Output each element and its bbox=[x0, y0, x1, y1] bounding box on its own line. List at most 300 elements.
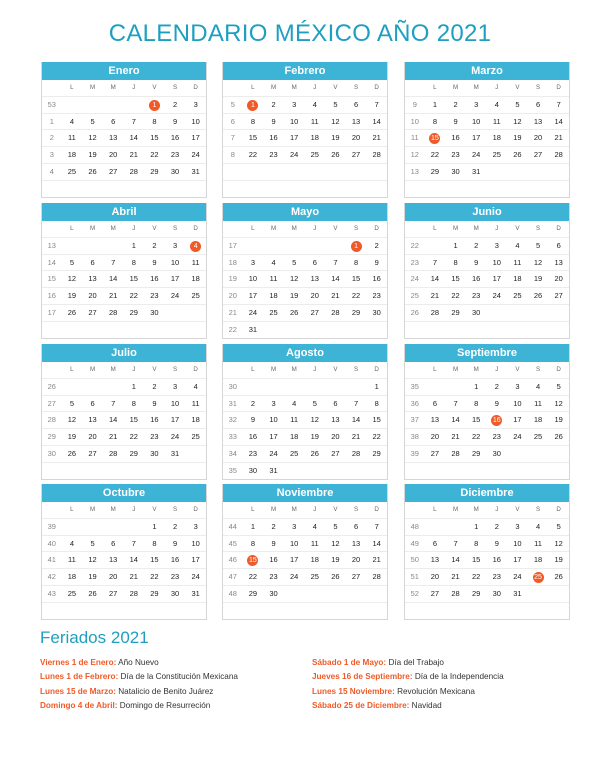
day-cell: 8 bbox=[474, 398, 479, 408]
day-cell: 5 bbox=[515, 99, 520, 109]
holiday-description: Domingo de Resurreción bbox=[117, 700, 211, 710]
week-row bbox=[42, 519, 206, 536]
week-number-header bbox=[223, 221, 243, 237]
week-number: 26 bbox=[47, 381, 56, 391]
day-cell: 7 bbox=[111, 398, 116, 408]
week-number-header bbox=[42, 80, 62, 96]
weekday-label: M bbox=[270, 225, 277, 232]
day-cell: 4 bbox=[292, 398, 297, 408]
day-cell: 14 bbox=[331, 274, 340, 284]
day-cell bbox=[144, 97, 165, 113]
week-row bbox=[42, 586, 206, 603]
day-cell bbox=[123, 519, 144, 535]
day-cell bbox=[185, 322, 206, 338]
weekday-label: L bbox=[433, 506, 437, 513]
day-cell bbox=[243, 603, 264, 619]
weekday-label: S bbox=[535, 225, 541, 232]
day-cell bbox=[548, 586, 569, 602]
day-cell: 13 bbox=[430, 415, 440, 425]
day-cell: 26 bbox=[310, 448, 319, 458]
day-cell: 21 bbox=[331, 291, 340, 301]
day-cell: 10 bbox=[471, 116, 481, 126]
week-row bbox=[405, 181, 569, 197]
day-cell: 2 bbox=[494, 381, 499, 391]
day-cell bbox=[304, 379, 325, 395]
day-cell: 22 bbox=[150, 572, 159, 582]
day-cell: 13 bbox=[331, 415, 340, 425]
holiday-description: Navidad bbox=[409, 700, 442, 710]
day-cell: 1 bbox=[250, 521, 255, 531]
day-cell: 10 bbox=[170, 257, 180, 267]
day-cell bbox=[466, 322, 487, 338]
week-number: 13 bbox=[410, 166, 419, 176]
day-cell bbox=[445, 519, 466, 535]
weekday-label: S bbox=[353, 225, 359, 232]
holiday-entry bbox=[312, 656, 504, 670]
week-row bbox=[405, 429, 569, 446]
day-cell: 29 bbox=[471, 588, 481, 598]
day-cell: 20 bbox=[351, 133, 361, 143]
week-row bbox=[223, 238, 387, 255]
day-cell: 21 bbox=[351, 432, 361, 442]
weekday-label: J bbox=[495, 225, 499, 232]
weekday-header-row bbox=[42, 502, 206, 519]
day-cell: 30 bbox=[170, 166, 180, 176]
day-cell: 14 bbox=[451, 415, 460, 425]
week-number: 18 bbox=[228, 257, 237, 267]
week-number: 5 bbox=[230, 99, 235, 109]
day-cell: 9 bbox=[271, 116, 276, 126]
week-row bbox=[42, 446, 206, 463]
day-cell: 30 bbox=[248, 465, 258, 475]
day-cell bbox=[346, 181, 367, 197]
week-row bbox=[42, 114, 206, 131]
week-row bbox=[223, 130, 387, 147]
day-cell: 13 bbox=[108, 555, 118, 565]
week-row bbox=[42, 396, 206, 413]
day-cell bbox=[486, 305, 507, 321]
week-number: 22 bbox=[228, 324, 237, 334]
day-cell bbox=[284, 603, 305, 619]
weekday-label: M bbox=[89, 84, 96, 91]
day-cell bbox=[263, 181, 284, 197]
day-cell: 5 bbox=[312, 398, 317, 408]
weekday-label: V bbox=[333, 506, 338, 513]
month-noviembre bbox=[222, 484, 388, 620]
day-cell: 22 bbox=[248, 150, 258, 160]
weekday-label: V bbox=[515, 506, 520, 513]
day-cell: 1 bbox=[131, 240, 136, 250]
week-number: 23 bbox=[410, 257, 419, 267]
day-cell: 18 bbox=[67, 572, 77, 582]
day-cell bbox=[243, 181, 264, 197]
day-cell: 22 bbox=[248, 572, 258, 582]
day-cell: 28 bbox=[451, 588, 460, 598]
week-number: 19 bbox=[228, 274, 237, 284]
week-row bbox=[223, 288, 387, 305]
day-cell bbox=[325, 603, 346, 619]
day-cell: 19 bbox=[513, 133, 522, 143]
weekday-label: S bbox=[535, 366, 541, 373]
weekday-label: D bbox=[556, 84, 561, 91]
day-cell: 29 bbox=[150, 588, 159, 598]
week-number bbox=[405, 181, 425, 197]
weekday-label: M bbox=[473, 366, 479, 373]
day-cell: 19 bbox=[554, 555, 563, 565]
day-cell: 25 bbox=[310, 572, 319, 582]
month-abril bbox=[41, 203, 207, 339]
week-row bbox=[405, 396, 569, 413]
day-cell: 8 bbox=[250, 116, 255, 126]
week-number-header bbox=[405, 362, 425, 378]
week-number: 22 bbox=[410, 240, 419, 250]
day-cell: 4 bbox=[494, 99, 499, 109]
week-number: 35 bbox=[410, 381, 419, 391]
week-row bbox=[42, 379, 206, 396]
day-cell: 26 bbox=[513, 150, 522, 160]
day-cell bbox=[466, 181, 487, 197]
week-number: 34 bbox=[228, 448, 237, 458]
week-row bbox=[405, 97, 569, 114]
day-cell bbox=[103, 238, 124, 254]
day-cell: 14 bbox=[554, 116, 563, 126]
weekday-label: L bbox=[433, 84, 437, 91]
day-cell: 21 bbox=[108, 432, 118, 442]
day-cell: 30 bbox=[150, 448, 159, 458]
weekday-label: V bbox=[333, 366, 338, 373]
day-cell: 22 bbox=[351, 291, 361, 301]
week-number: 25 bbox=[410, 291, 419, 301]
week-row bbox=[223, 412, 387, 429]
day-cell: 10 bbox=[289, 116, 299, 126]
month-name: Septiembre bbox=[405, 344, 569, 362]
day-cell: 14 bbox=[430, 274, 440, 284]
day-cell bbox=[486, 603, 507, 619]
weekday-label: J bbox=[495, 366, 499, 373]
week-number bbox=[223, 164, 243, 180]
weekday-label: S bbox=[353, 506, 359, 513]
week-number: 43 bbox=[47, 588, 56, 598]
week-row bbox=[405, 255, 569, 272]
week-row bbox=[405, 322, 569, 338]
day-cell: 31 bbox=[269, 465, 278, 475]
day-cell bbox=[284, 379, 305, 395]
day-cell: 5 bbox=[90, 116, 95, 126]
day-cell: 6 bbox=[90, 398, 95, 408]
week-row bbox=[405, 238, 569, 255]
day-cell bbox=[366, 322, 387, 338]
weekday-header-row bbox=[223, 221, 387, 238]
day-cell: 23 bbox=[170, 572, 180, 582]
day-cell: 2 bbox=[152, 381, 157, 391]
month-name: Febrero bbox=[223, 62, 387, 80]
day-cell: 9 bbox=[374, 257, 379, 267]
day-cell: 17 bbox=[248, 291, 258, 301]
weekday-label: M bbox=[89, 225, 96, 232]
day-cell bbox=[325, 164, 346, 180]
week-row bbox=[42, 130, 206, 147]
day-cell: 16 bbox=[372, 274, 381, 284]
month-agosto bbox=[222, 344, 388, 480]
day-cell: 3 bbox=[193, 521, 198, 531]
week-row bbox=[42, 536, 206, 553]
day-cell bbox=[62, 97, 83, 113]
day-cell bbox=[346, 322, 367, 338]
day-cell bbox=[425, 181, 446, 197]
week-number bbox=[42, 463, 62, 479]
week-row bbox=[223, 164, 387, 181]
day-cell: 5 bbox=[535, 240, 541, 250]
day-cell bbox=[82, 603, 103, 619]
day-cell: 9 bbox=[453, 116, 458, 126]
day-cell bbox=[346, 603, 367, 619]
day-cell bbox=[486, 164, 507, 180]
week-number-header bbox=[405, 80, 425, 96]
day-cell bbox=[528, 322, 549, 338]
day-cell: 7 bbox=[374, 99, 379, 109]
day-cell: 15 bbox=[372, 415, 381, 425]
week-number: 14 bbox=[47, 257, 56, 267]
day-cell: 27 bbox=[88, 448, 97, 458]
day-cell: 6 bbox=[90, 257, 95, 267]
holiday-entry bbox=[40, 670, 238, 684]
day-cell: 24 bbox=[289, 572, 299, 582]
week-number: 46 bbox=[228, 555, 237, 565]
holiday-marker: 15 bbox=[249, 557, 257, 565]
day-cell: 24 bbox=[513, 572, 522, 582]
day-cell: 29 bbox=[430, 166, 440, 176]
day-cell bbox=[165, 322, 186, 338]
day-cell: 9 bbox=[250, 415, 255, 425]
weekday-label: D bbox=[193, 225, 198, 232]
day-cell: 20 bbox=[108, 150, 118, 160]
week-number: 50 bbox=[410, 555, 419, 565]
day-cell: 6 bbox=[312, 257, 317, 267]
day-cell bbox=[62, 379, 83, 395]
day-cell: 13 bbox=[533, 116, 543, 126]
day-cell: 10 bbox=[492, 257, 501, 267]
day-cell bbox=[445, 463, 466, 479]
day-cell: 2 bbox=[474, 240, 479, 250]
week-row bbox=[405, 552, 569, 569]
day-cell: 31 bbox=[170, 448, 180, 458]
day-cell: 31 bbox=[471, 166, 481, 176]
day-cell: 29 bbox=[471, 448, 481, 458]
day-cell: 28 bbox=[372, 572, 381, 582]
holidays-list-left bbox=[40, 656, 238, 713]
day-cell: 6 bbox=[353, 521, 359, 531]
weekday-label: D bbox=[556, 366, 561, 373]
day-cell: 20 bbox=[430, 572, 440, 582]
month-julio bbox=[41, 344, 207, 480]
day-cell: 11 bbox=[191, 398, 200, 408]
day-cell: 12 bbox=[289, 274, 299, 284]
day-cell bbox=[528, 569, 549, 585]
week-row bbox=[223, 271, 387, 288]
day-cell: 31 bbox=[513, 588, 522, 598]
week-row bbox=[223, 603, 387, 619]
day-cell: 29 bbox=[248, 588, 258, 598]
day-cell: 3 bbox=[292, 99, 297, 109]
day-cell: 13 bbox=[108, 133, 118, 143]
day-cell bbox=[528, 463, 549, 479]
day-cell: 9 bbox=[152, 257, 157, 267]
week-number: 52 bbox=[410, 588, 419, 598]
weekday-label: M bbox=[270, 366, 277, 373]
day-cell: 8 bbox=[374, 398, 379, 408]
day-cell: 30 bbox=[471, 307, 481, 317]
day-cell bbox=[144, 603, 165, 619]
week-row bbox=[223, 181, 387, 197]
day-cell: 12 bbox=[331, 538, 340, 548]
day-cell bbox=[263, 603, 284, 619]
week-row bbox=[223, 305, 387, 322]
week-row bbox=[405, 446, 569, 463]
weekday-label: M bbox=[291, 84, 297, 91]
weekday-label: M bbox=[452, 506, 459, 513]
week-row bbox=[223, 552, 387, 569]
day-cell bbox=[243, 97, 264, 113]
weekday-label: L bbox=[251, 366, 255, 373]
day-cell: 2 bbox=[250, 398, 255, 408]
holiday-description: Día de la Constitución Mexicana bbox=[118, 672, 238, 682]
day-cell: 22 bbox=[430, 150, 440, 160]
day-cell bbox=[425, 463, 446, 479]
day-cell bbox=[325, 181, 346, 197]
week-row bbox=[223, 569, 387, 586]
day-cell: 28 bbox=[108, 307, 118, 317]
day-cell: 11 bbox=[191, 257, 200, 267]
day-cell: 13 bbox=[310, 274, 319, 284]
week-number: 47 bbox=[228, 572, 237, 582]
day-cell: 18 bbox=[191, 415, 200, 425]
day-cell bbox=[325, 379, 346, 395]
day-cell bbox=[425, 379, 446, 395]
day-cell bbox=[466, 603, 487, 619]
week-row bbox=[405, 288, 569, 305]
day-cell: 8 bbox=[474, 538, 479, 548]
weekday-label: M bbox=[270, 506, 277, 513]
weekday-label: M bbox=[89, 366, 96, 373]
day-cell: 11 bbox=[534, 398, 542, 408]
month-junio bbox=[404, 203, 570, 339]
week-row bbox=[42, 463, 206, 479]
day-cell: 18 bbox=[492, 133, 501, 143]
day-cell bbox=[123, 603, 144, 619]
day-cell: 27 bbox=[351, 150, 361, 160]
day-cell: 4 bbox=[271, 257, 276, 267]
day-cell: 17 bbox=[513, 415, 522, 425]
week-row bbox=[405, 164, 569, 181]
day-cell bbox=[103, 322, 124, 338]
day-cell: 7 bbox=[556, 99, 561, 109]
week-number: 1 bbox=[49, 116, 54, 126]
weekday-label: S bbox=[172, 506, 178, 513]
weekday-label: S bbox=[172, 366, 178, 373]
day-cell bbox=[507, 322, 528, 338]
day-cell: 8 bbox=[353, 257, 359, 267]
day-cell: 9 bbox=[152, 398, 157, 408]
weekday-label: D bbox=[374, 84, 379, 91]
day-cell: 25 bbox=[269, 307, 278, 317]
day-cell bbox=[325, 586, 346, 602]
weekday-label: V bbox=[515, 84, 520, 91]
day-cell: 29 bbox=[351, 307, 361, 317]
day-cell: 7 bbox=[111, 257, 116, 267]
weekday-label: M bbox=[110, 225, 116, 232]
day-cell: 7 bbox=[131, 538, 136, 548]
weekday-label: J bbox=[495, 506, 499, 513]
day-cell bbox=[507, 181, 528, 197]
day-cell: 31 bbox=[191, 588, 200, 598]
day-cell: 21 bbox=[451, 572, 460, 582]
week-number-header bbox=[405, 502, 425, 518]
day-cell: 4 bbox=[312, 99, 317, 109]
holiday-date: Viernes 1 de Enero: bbox=[40, 658, 117, 667]
day-cell: 26 bbox=[88, 588, 97, 598]
day-cell bbox=[445, 181, 466, 197]
day-cell: 26 bbox=[554, 572, 563, 582]
day-cell bbox=[62, 519, 83, 535]
day-cell: 29 bbox=[129, 307, 138, 317]
day-cell: 24 bbox=[191, 572, 200, 582]
weekday-label: D bbox=[374, 506, 379, 513]
day-cell: 20 bbox=[430, 432, 440, 442]
week-row bbox=[223, 429, 387, 446]
day-cell: 12 bbox=[88, 133, 97, 143]
day-cell: 17 bbox=[289, 133, 299, 143]
day-cell: 20 bbox=[351, 555, 361, 565]
week-number: 11 bbox=[410, 133, 419, 143]
day-cell: 25 bbox=[492, 150, 501, 160]
day-cell: 7 bbox=[453, 398, 458, 408]
day-cell: 12 bbox=[513, 116, 522, 126]
day-cell: 19 bbox=[331, 133, 340, 143]
week-number: 10 bbox=[410, 116, 419, 126]
day-cell bbox=[325, 463, 346, 479]
weekday-label: J bbox=[313, 506, 317, 513]
day-cell bbox=[304, 586, 325, 602]
week-number: 17 bbox=[47, 307, 56, 317]
week-row bbox=[42, 429, 206, 446]
day-cell bbox=[185, 463, 206, 479]
day-cell: 10 bbox=[170, 398, 180, 408]
month-name: Noviembre bbox=[223, 484, 387, 502]
day-cell: 4 bbox=[515, 240, 520, 250]
week-number: 28 bbox=[47, 415, 56, 425]
weekday-label: M bbox=[89, 506, 96, 513]
weekday-header-row bbox=[223, 362, 387, 379]
day-cell bbox=[325, 322, 346, 338]
day-cell: 14 bbox=[108, 274, 118, 284]
day-cell: 8 bbox=[152, 538, 157, 548]
day-cell: 3 bbox=[515, 381, 520, 391]
day-cell bbox=[243, 238, 264, 254]
weekday-label: M bbox=[452, 84, 459, 91]
week-number: 3 bbox=[49, 150, 54, 160]
weekday-label: M bbox=[473, 506, 479, 513]
month-name: Julio bbox=[42, 344, 206, 362]
holiday-date: Sábado 1 de Mayo: bbox=[312, 658, 387, 667]
holiday-description: Revolución Mexicana bbox=[394, 686, 475, 696]
week-number: 6 bbox=[230, 116, 235, 126]
month-octubre bbox=[41, 484, 207, 620]
weekday-label: S bbox=[535, 84, 541, 91]
day-cell: 17 bbox=[269, 432, 278, 442]
day-cell bbox=[528, 305, 549, 321]
weekday-label: D bbox=[374, 366, 379, 373]
week-number bbox=[42, 181, 62, 197]
